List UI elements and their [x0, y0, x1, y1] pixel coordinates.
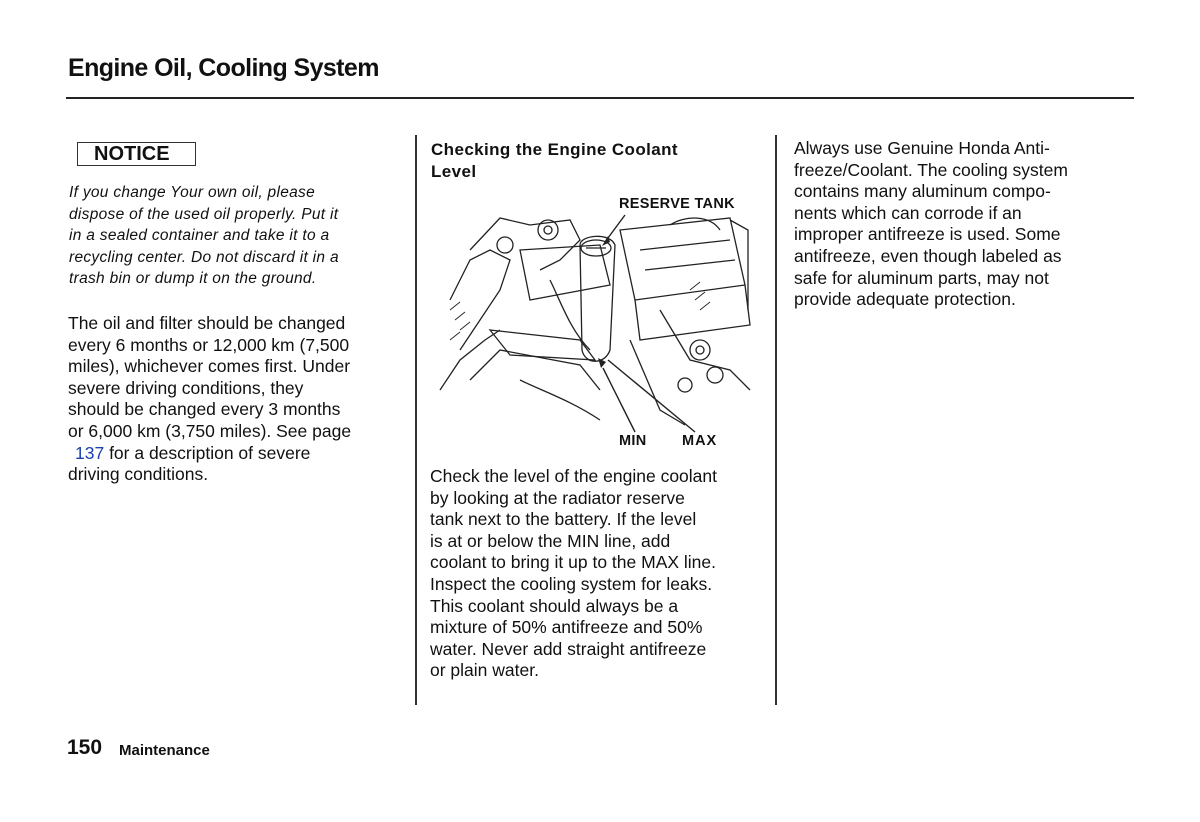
paragraph-line: mixture of 50% antifreeze and 50% [430, 617, 703, 638]
paragraph-line: Check the level of the engine coolant [430, 466, 717, 486]
paragraph-line: should be changed every 3 months [68, 399, 341, 420]
paragraph-line: by looking at the radiator reserve [430, 487, 685, 508]
reserve-tank-callout: RESERVE TANK [619, 196, 735, 212]
notice-line: dispose of the used oil properly. Put it [69, 205, 339, 223]
notice-badge [77, 142, 196, 166]
paragraph-line: freeze/Coolant. The cooling system [794, 159, 1068, 180]
notice-line: trash bin or dump it on the ground. [69, 270, 317, 288]
paragraph-line: water. Never add straight antifreeze [430, 638, 707, 659]
paragraph-line: provide adequate protection. [794, 289, 1016, 310]
link-trailing-text: for a description of severe [104, 442, 311, 463]
heading-line: Checking the Engine Coolant [431, 140, 678, 159]
paragraph-line: is at or below the MIN line, add [430, 530, 671, 551]
paragraph-line [68, 443, 408, 465]
column-divider-2 [775, 135, 777, 705]
paragraph-line: This coolant should always be a [430, 595, 679, 616]
coolant-section-heading [431, 139, 761, 183]
paragraph-line: improper antifreeze is used. Some [794, 224, 1061, 245]
engine-bay-drawing [430, 190, 770, 460]
paragraph-line: Inspect the cooling system for leaks. [430, 573, 713, 594]
oil-change-paragraph [68, 313, 408, 486]
section-name: Maintenance [119, 742, 210, 759]
paragraph-line: tank next to the battery. If the level [430, 509, 697, 530]
title-rule [66, 97, 1134, 99]
antifreeze-paragraph [794, 138, 1134, 311]
notice-line: in a sealed container and take it to a [69, 227, 330, 245]
page-title: Engine Oil, Cooling System [68, 54, 379, 82]
notice-label: NOTICE [94, 143, 170, 165]
column-divider-1 [415, 135, 417, 705]
paragraph-line: driving conditions. [68, 464, 209, 485]
paragraph-line: The oil and filter should be changed [68, 313, 346, 333]
paragraph-line: or plain water. [430, 660, 539, 681]
page-number: 150 [67, 736, 103, 759]
paragraph-line: contains many aluminum compo- [794, 181, 1051, 202]
paragraph-line: Always use Genuine Honda Anti- [794, 138, 1050, 158]
coolant-reserve-tank-illustration [430, 190, 770, 460]
paragraph-line: coolant to bring it up to the MAX line. [430, 552, 716, 573]
paragraph-line: or 6,000 km (3,750 miles). See page [68, 420, 352, 441]
heading-line: Level [431, 162, 477, 181]
paragraph-line: nents which can corrode if an [794, 202, 1022, 223]
page-137-link[interactable]: 137 [75, 442, 105, 463]
paragraph-line: safe for aluminum parts, may not [794, 267, 1049, 288]
max-callout: MAX [682, 433, 718, 449]
notice-line: If you change Your own oil, please [69, 184, 316, 201]
notice-text [69, 182, 399, 290]
paragraph-line: every 6 months or 12,000 km (7,500 [68, 334, 350, 355]
coolant-check-paragraph [430, 466, 775, 682]
paragraph-line: antifreeze, even though labeled as [794, 245, 1062, 266]
notice-line: recycling center. Do not discard it in a [69, 248, 339, 266]
paragraph-line: severe driving conditions, they [68, 377, 304, 398]
paragraph-line: miles), whichever comes first. Under [68, 356, 351, 377]
min-callout: MIN [619, 433, 647, 449]
